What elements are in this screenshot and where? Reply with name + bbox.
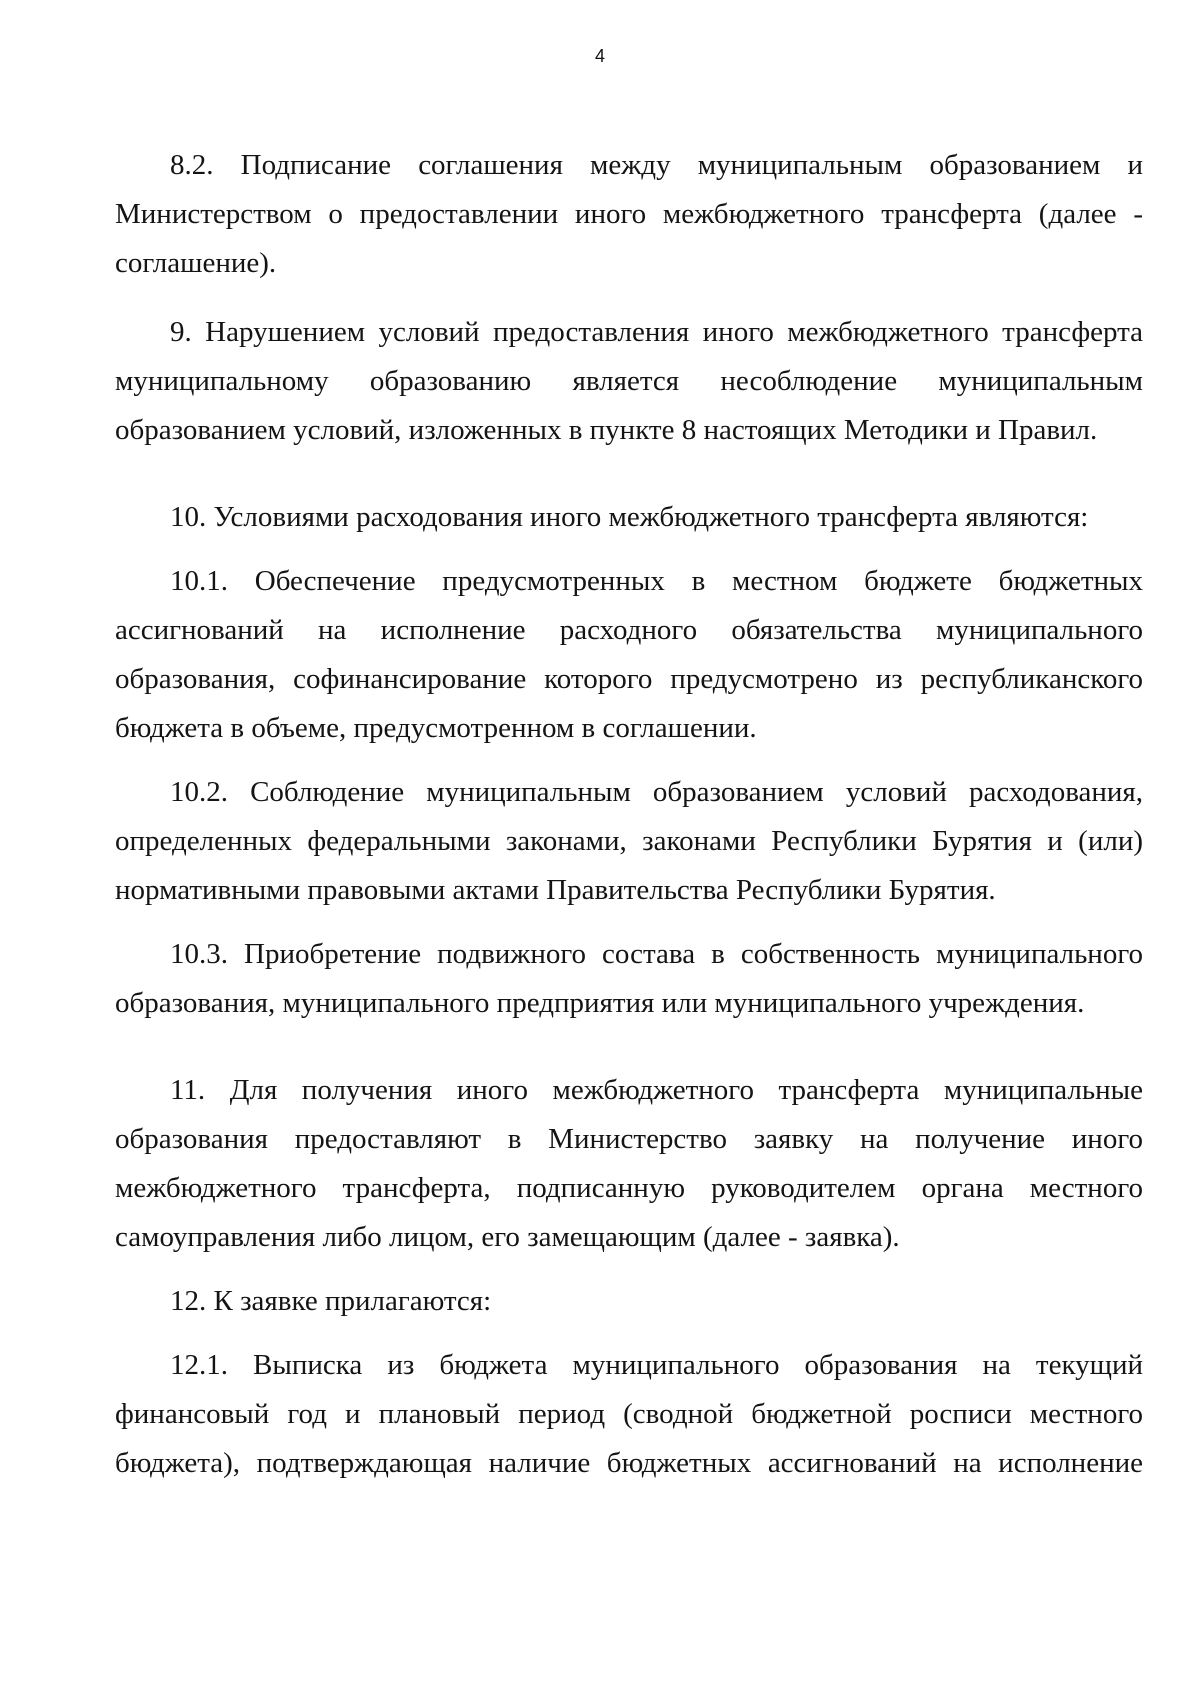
paragraph-9: 9. Нарушением условий предоставления иного межбюджетного трансферта муниципальному образованию является несоблюдение муниципальным образованием условий, изложенных в пункте 8 настоящих Методики и Правил.	[115, 316, 1143, 446]
paragraph-10-1: 10.1. Обеспечение предусмотренных в местном бюджете бюджетных ассигнований на исполнение расходного обязательства муниципального образования, софинансирование которого предусмотрено из республиканского бюджета в объеме, предусмотренном в соглашении.	[115, 565, 1143, 744]
paragraph-12: 12. К заявке прилагаются:	[170, 1285, 492, 1317]
paragraph-10: 10. Условиями расходования иного межбюджетного трансферта являются:	[170, 501, 1089, 533]
page-number: 4	[594, 46, 605, 66]
paragraph-8-2: 8.2. Подписание соглашения между муниципальным образованием и Министерством о предоставлении иного межбюджетного трансферта (далее - соглашение).	[115, 149, 1143, 279]
document-body	[115, 141, 1143, 1488]
paragraph-10-2: 10.2. Соблюдение муниципальным образованием условий расходования, определенных федеральными законами, законами Республики Бурятия и (или) нормативными правовыми актами Правительства Республики Бурятия.	[115, 776, 1143, 906]
paragraph-12-1: 12.1. Выписка из бюджета муниципального образования на текущий финансовый год и плановый период (сводной бюджетной росписи местного бюджета), подтверждающая наличие бюджетных ассигнований на исполнение	[115, 1349, 1143, 1479]
paragraph-11: 11. Для получения иного межбюджетного трансферта муниципальные образования предоставляют в Министерство заявку на получение иного межбюджетного трансферта, подписанную руководителем органа местного самоуправления либо лицом, его замещающим (далее - заявка).	[115, 1074, 1143, 1253]
paragraph-10-3: 10.3. Приобретение подвижного состава в собственность муниципального образования, муниципального предприятия или муниципального учреждения.	[115, 938, 1143, 1019]
